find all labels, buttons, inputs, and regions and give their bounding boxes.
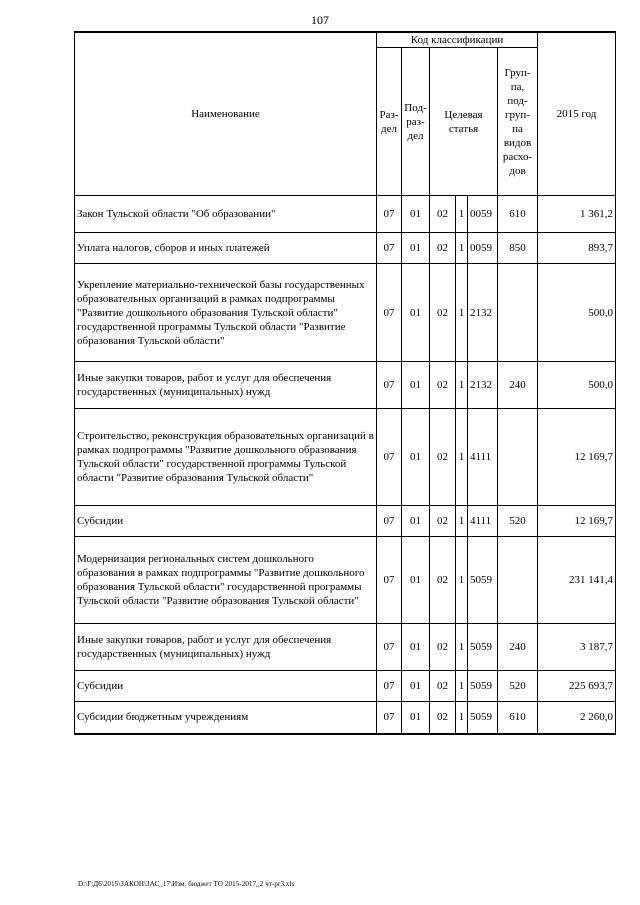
cell-amount: 12 169,7 bbox=[538, 506, 616, 537]
cell-target-direction: 4111 bbox=[468, 506, 498, 537]
cell-section: 07 bbox=[377, 409, 402, 506]
cell-target-program: 02 bbox=[430, 233, 456, 264]
table-row bbox=[75, 264, 616, 362]
cell-amount: 1 361,2 bbox=[538, 196, 616, 233]
cell-subsection: 01 bbox=[402, 264, 430, 362]
cell-target-program: 02 bbox=[430, 409, 456, 506]
cell-target-subprogram: 1 bbox=[456, 196, 468, 233]
cell-name: Уплата налогов, сборов и иных платежей bbox=[75, 233, 377, 264]
cell-expense-group: 850 bbox=[498, 233, 538, 264]
cell-expense-group bbox=[498, 264, 538, 362]
table-row bbox=[75, 671, 616, 702]
table-row bbox=[75, 196, 616, 233]
cell-target-subprogram: 1 bbox=[456, 362, 468, 409]
cell-section: 07 bbox=[377, 264, 402, 362]
cell-target-subprogram: 1 bbox=[456, 537, 468, 624]
cell-section: 07 bbox=[377, 537, 402, 624]
cell-target-program: 02 bbox=[430, 624, 456, 671]
cell-subsection: 01 bbox=[402, 624, 430, 671]
table-row bbox=[75, 537, 616, 624]
header-classification-code: Код классификации bbox=[377, 32, 538, 48]
cell-expense-group bbox=[498, 409, 538, 506]
table-row bbox=[75, 362, 616, 409]
cell-subsection: 01 bbox=[402, 506, 430, 537]
cell-target-direction: 0059 bbox=[468, 196, 498, 233]
cell-subsection: 01 bbox=[402, 702, 430, 734]
cell-section: 07 bbox=[377, 196, 402, 233]
cell-name: Укрепление материально-технической базы государственных образовательных организаций в рамках подпрограммы "Развитие дошкольного образования Тульской области" государственной программы Тульской области "Развитие образования Тульской области" bbox=[75, 264, 377, 362]
header-subsection: Под- раз- дел bbox=[402, 48, 430, 196]
cell-target-subprogram: 1 bbox=[456, 702, 468, 734]
header-expense-group: Груп- па, под- груп- па видов расхо- дов bbox=[498, 48, 538, 196]
cell-amount: 225 693,7 bbox=[538, 671, 616, 702]
cell-subsection: 01 bbox=[402, 537, 430, 624]
cell-subsection: 01 bbox=[402, 233, 430, 264]
table-row bbox=[75, 506, 616, 537]
cell-amount: 2 260,0 bbox=[538, 702, 616, 734]
cell-expense-group bbox=[498, 537, 538, 624]
page-number: 107 bbox=[311, 13, 329, 27]
cell-name: Субсидии бюджетным учреждениям bbox=[75, 702, 377, 734]
table-row bbox=[75, 624, 616, 671]
header-target-article: Целевая статья bbox=[430, 48, 498, 196]
cell-name: Иные закупки товаров, работ и услуг для обеспечения государственных (муниципальных) нужд bbox=[75, 624, 377, 671]
cell-amount: 500,0 bbox=[538, 362, 616, 409]
cell-expense-group: 520 bbox=[498, 671, 538, 702]
cell-expense-group: 610 bbox=[498, 702, 538, 734]
cell-name: Иные закупки товаров, работ и услуг для обеспечения государственных (муниципальных) нужд bbox=[75, 362, 377, 409]
cell-target-direction: 4111 bbox=[468, 409, 498, 506]
cell-target-program: 02 bbox=[430, 537, 456, 624]
cell-target-program: 02 bbox=[430, 506, 456, 537]
header-row-top bbox=[75, 32, 616, 48]
cell-target-program: 02 bbox=[430, 264, 456, 362]
cell-target-program: 02 bbox=[430, 362, 456, 409]
cell-name: Строительство, реконструкция образовательных организаций в рамках подпрограммы "Развитие дошкольного образования Тульской области" государственной программы Тульской области "Развитие образования Тульской области" bbox=[75, 409, 377, 506]
cell-target-program: 02 bbox=[430, 702, 456, 734]
budget-table bbox=[74, 31, 616, 735]
cell-target-subprogram: 1 bbox=[456, 624, 468, 671]
header-year: 2015 год bbox=[538, 32, 616, 196]
cell-target-direction: 5059 bbox=[468, 537, 498, 624]
cell-subsection: 01 bbox=[402, 671, 430, 702]
cell-section: 07 bbox=[377, 233, 402, 264]
cell-amount: 12 169,7 bbox=[538, 409, 616, 506]
header-section: Раз- дел bbox=[377, 48, 402, 196]
cell-section: 07 bbox=[377, 671, 402, 702]
cell-subsection: 01 bbox=[402, 362, 430, 409]
cell-target-subprogram: 1 bbox=[456, 233, 468, 264]
cell-amount: 231 141,4 bbox=[538, 537, 616, 624]
cell-subsection: 01 bbox=[402, 409, 430, 506]
cell-amount: 3 187,7 bbox=[538, 624, 616, 671]
cell-target-subprogram: 1 bbox=[456, 671, 468, 702]
cell-name: Субсидии bbox=[75, 506, 377, 537]
cell-expense-group: 610 bbox=[498, 196, 538, 233]
cell-subsection: 01 bbox=[402, 196, 430, 233]
cell-name: Модернизация региональных систем дошкольного образования в рамках подпрограммы "Развитие дошкольного образования Тульской области" государственной программы Тульской области "Развитие образования Тульской области" bbox=[75, 537, 377, 624]
cell-amount: 500,0 bbox=[538, 264, 616, 362]
cell-target-subprogram: 1 bbox=[456, 264, 468, 362]
header-name: Наименование bbox=[75, 32, 377, 196]
cell-target-direction: 5059 bbox=[468, 671, 498, 702]
cell-expense-group: 520 bbox=[498, 506, 538, 537]
cell-section: 07 bbox=[377, 624, 402, 671]
cell-name: Закон Тульской области "Об образовании" bbox=[75, 196, 377, 233]
cell-name: Субсидии bbox=[75, 671, 377, 702]
cell-target-program: 02 bbox=[430, 196, 456, 233]
cell-section: 07 bbox=[377, 362, 402, 409]
cell-target-direction: 0059 bbox=[468, 233, 498, 264]
cell-section: 07 bbox=[377, 506, 402, 537]
cell-target-program: 02 bbox=[430, 671, 456, 702]
footer-file-path: D:\Г:Д6\2015\ЗАКОН\ЗАС_17\Изм. бюджет ТО 2015-2017_2 чт-pr3.xls bbox=[78, 880, 295, 888]
cell-target-direction: 5059 bbox=[468, 624, 498, 671]
cell-amount: 893,7 bbox=[538, 233, 616, 264]
cell-target-direction: 5059 bbox=[468, 702, 498, 734]
table-row bbox=[75, 702, 616, 734]
cell-expense-group: 240 bbox=[498, 362, 538, 409]
cell-target-subprogram: 1 bbox=[456, 409, 468, 506]
cell-target-direction: 2132 bbox=[468, 264, 498, 362]
cell-expense-group: 240 bbox=[498, 624, 538, 671]
table-row bbox=[75, 409, 616, 506]
cell-target-subprogram: 1 bbox=[456, 506, 468, 537]
cell-target-direction: 2132 bbox=[468, 362, 498, 409]
cell-section: 07 bbox=[377, 702, 402, 734]
table-row bbox=[75, 233, 616, 264]
